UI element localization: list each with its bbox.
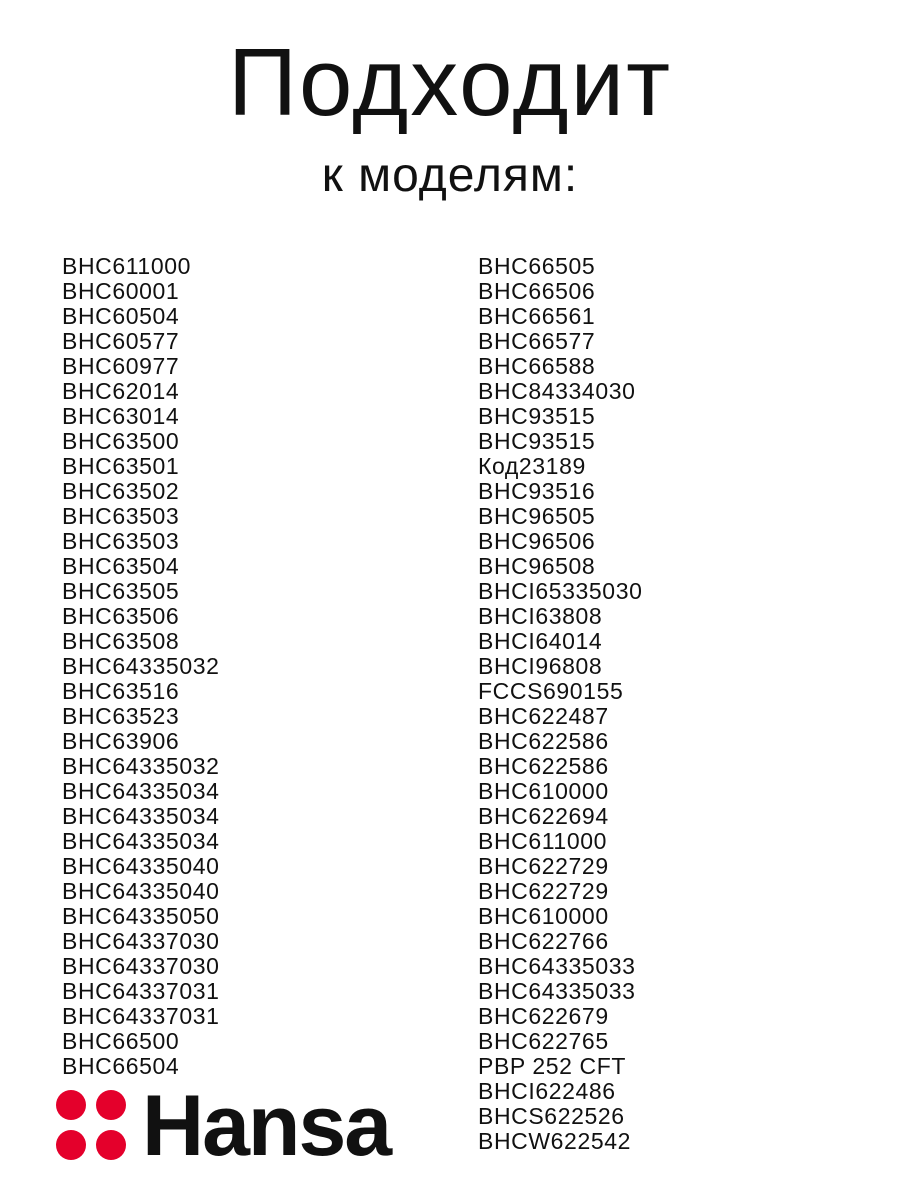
model-item: BHC66577	[478, 328, 596, 354]
model-item: BHC60577	[62, 328, 180, 354]
model-item: BHC64335032	[62, 653, 220, 679]
model-item: BHC622679	[478, 1003, 609, 1029]
model-item: BHC622766	[478, 928, 609, 954]
model-item: BHCI64014	[478, 628, 603, 654]
model-item: BHC63500	[62, 428, 180, 454]
model-item: BHC64337030	[62, 928, 220, 954]
model-item: BHC63508	[62, 628, 180, 654]
model-item: BHCI65335030	[478, 578, 643, 604]
model-item: BHC63505	[62, 578, 180, 604]
model-item: BHC64337031	[62, 1003, 220, 1029]
model-item: FCCS690155	[478, 678, 624, 704]
model-item: BHC66504	[62, 1053, 180, 1079]
model-item: Код23189	[478, 453, 586, 479]
model-item: BHC63503	[62, 503, 180, 529]
model-item: BHC60977	[62, 353, 180, 379]
model-item: BHC63014	[62, 403, 180, 429]
model-item: BHC64335032	[62, 753, 220, 779]
model-item: BHC66506	[478, 278, 596, 304]
model-item: BHC64337031	[62, 978, 220, 1004]
model-item: BHC64335034	[62, 803, 220, 829]
model-item: BHC64335034	[62, 778, 220, 804]
model-item: BHC93515	[478, 428, 596, 454]
model-item: BHC610000	[478, 778, 609, 804]
model-item: BHC66588	[478, 353, 596, 379]
model-item: BHC622694	[478, 803, 609, 829]
model-item: BHC96508	[478, 553, 596, 579]
brand-name: Hansa	[142, 1078, 391, 1174]
model-item: BHC622487	[478, 703, 609, 729]
model-item: BHC96505	[478, 503, 596, 529]
model-item: BHC610000	[478, 903, 609, 929]
model-list-right	[478, 254, 642, 1154]
model-item: BHC63506	[62, 603, 180, 629]
model-item: BHC64335033	[478, 978, 636, 1004]
model-item: BHC622765	[478, 1028, 609, 1054]
model-item: PBP 252 CFT	[478, 1053, 627, 1079]
model-item: BHC64337030	[62, 953, 220, 979]
model-item: BHC63501	[62, 453, 180, 479]
model-item: BHC66505	[478, 253, 596, 279]
model-item: BHC64335040	[62, 878, 220, 904]
model-item: BHC63502	[62, 478, 180, 504]
model-item: BHC64335050	[62, 903, 220, 929]
page-title: Подходит	[227, 29, 673, 136]
four-dots-icon	[56, 1090, 128, 1162]
model-item: BHC622729	[478, 878, 609, 904]
model-item: BHCS622526	[478, 1103, 625, 1129]
model-item: BHC63516	[62, 678, 180, 704]
model-item: BHC64335034	[62, 828, 220, 854]
model-item: BHCI96808	[478, 653, 603, 679]
model-item: BHC60504	[62, 303, 180, 329]
model-item: BHC64335033	[478, 953, 636, 979]
model-item: BHC96506	[478, 528, 596, 554]
model-item: BHC93516	[478, 478, 596, 504]
model-item: BHC622586	[478, 753, 609, 779]
model-item: BHC63523	[62, 703, 180, 729]
model-item: BHC63906	[62, 728, 180, 754]
model-item: BHCI622486	[478, 1078, 616, 1104]
model-item: BHC84334030	[478, 378, 636, 404]
model-item: BHC63503	[62, 528, 180, 554]
model-item: BHC622729	[478, 853, 609, 879]
model-item: BHCW622542	[478, 1128, 632, 1154]
page-subtitle: к моделям:	[321, 149, 579, 202]
model-item: BHC66561	[478, 303, 596, 329]
model-list-left	[62, 254, 220, 1079]
model-item: BHC60001	[62, 278, 180, 304]
model-item: BHC63504	[62, 553, 180, 579]
model-item: BHC66500	[62, 1028, 180, 1054]
model-item: BHC611000	[62, 253, 192, 279]
model-item: BHC622586	[478, 728, 609, 754]
model-item: BHC611000	[478, 828, 608, 854]
model-item: BHCI63808	[478, 603, 603, 629]
model-item: BHC62014	[62, 378, 180, 404]
model-item: BHC64335040	[62, 853, 220, 879]
model-item: BHC93515	[478, 403, 596, 429]
brand-logo	[56, 1078, 466, 1174]
